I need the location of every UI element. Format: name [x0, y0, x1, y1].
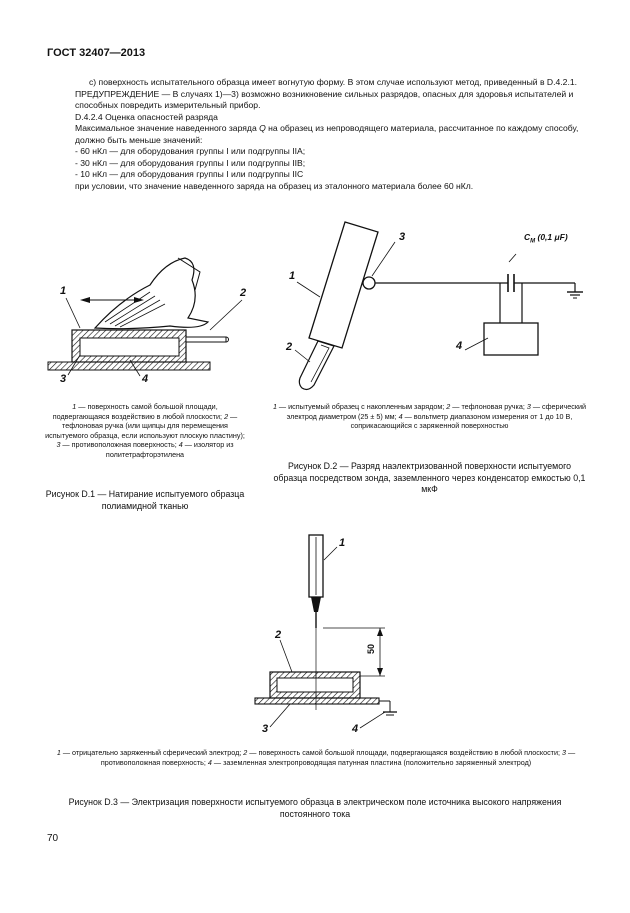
- capacitor-label: $C_M$ (0,1 μF): [524, 232, 568, 245]
- figure-d3-label-4: 4: [352, 723, 359, 735]
- list-item: - 60 нКл — для оборудования группы I или подгруппы IIA;: [75, 146, 306, 156]
- figure-d1-label-2: 2: [240, 287, 247, 299]
- figure-d1-label-3: 3: [60, 373, 67, 385]
- figure-d1-title: Рисунок D.1 — Натирание испытуемого образца полиамидной тканью: [45, 489, 245, 511]
- list-item: - 30 нКл — для оборудования группы I или подгруппы IIB;: [75, 157, 306, 168]
- figure-d2-label-2: 2: [286, 341, 293, 353]
- figure-d1-legend: 1 — поверхность самой большой площади, подвергающаяся воздействию в любой плоскости; 2 — тефлоновая ручка (или щипцы для перемещения испытуемого образца, если используют плоскую пластину); 3 — противоположная поверхность; 4 — изолятор из политетрафторэтилена: [45, 402, 245, 459]
- figure-d3-title: Рисунок D.3 — Электризация поверхности испытуемого образца в электрическом поле источника высокого напряжения постоянного тока: [68, 797, 562, 819]
- paragraph: Максимальное значение наведенного заряда Q на образец из непроводящего материала, рассчитанное по каждому способу, должно быть меньше значений:: [75, 123, 579, 145]
- figure-d3-label-2: 2: [275, 629, 282, 641]
- dimension-label: 50: [366, 643, 377, 655]
- figure-d2-title: Рисунок D.2 — Разряд наэлектризованной поверхности испытуемого образца посредством зонда, заземленного через конденсатор емкостью 0,1 мкФ: [273, 461, 586, 494]
- figure-d2-label-1: 1: [289, 270, 296, 282]
- section-heading: D.4.2.4 Оценка опасностей разряда: [75, 111, 218, 122]
- figure-d2-label-3: 3: [399, 231, 406, 243]
- page-number: 70: [47, 833, 59, 844]
- figure-d3-label-1: 1: [339, 537, 346, 549]
- page-header: ГОСТ 32407—2013: [47, 47, 146, 59]
- figure-d1-label-4: 4: [142, 373, 149, 385]
- figure-d2-label-4: 4: [456, 340, 463, 352]
- figure-d1-label-1: 1: [60, 285, 67, 297]
- figure-d2-legend: 1 — испытуемый образец с накопленным зарядом; 2 — тефлоновая ручка; 3 — сферический электрод диаметром (25 ± 5) мм; 4 — вольтметр диапазоном измерения от 1 до 10 В, соприкасающийся с заряженной поверхностью: [272, 402, 587, 431]
- figure-d3-legend: 1 — отрицательно заряженный сферический электрод; 2 — поверхность самой большой площади, подвергающаяся воздействию в любой плоскости; 3 — противоположная поверхность; 4 — заземленная электропроводящая патунная пластина (положительно заряженный электрод): [56, 748, 576, 767]
- paragraph: с) поверхность испытательного образца имеет вогнутую форму. В этом случае используют метод, приведенный в D.4.2.1.: [89, 77, 578, 87]
- list-item: - 10 нКл — для оборудования группы I или подгруппы IIC: [75, 169, 304, 179]
- paragraph: при условии, что значение наведенного заряда на образец из эталонного материала более 60 нКл.: [75, 180, 474, 191]
- warning-paragraph: ПРЕДУПРЕЖДЕНИЕ — В случаях 1)—3) возможно возникновение сильных разрядов, опасных для здоровья испытателей и способных повредить измерительный прибор.: [75, 88, 574, 110]
- figure-d3-label-3: 3: [262, 723, 269, 735]
